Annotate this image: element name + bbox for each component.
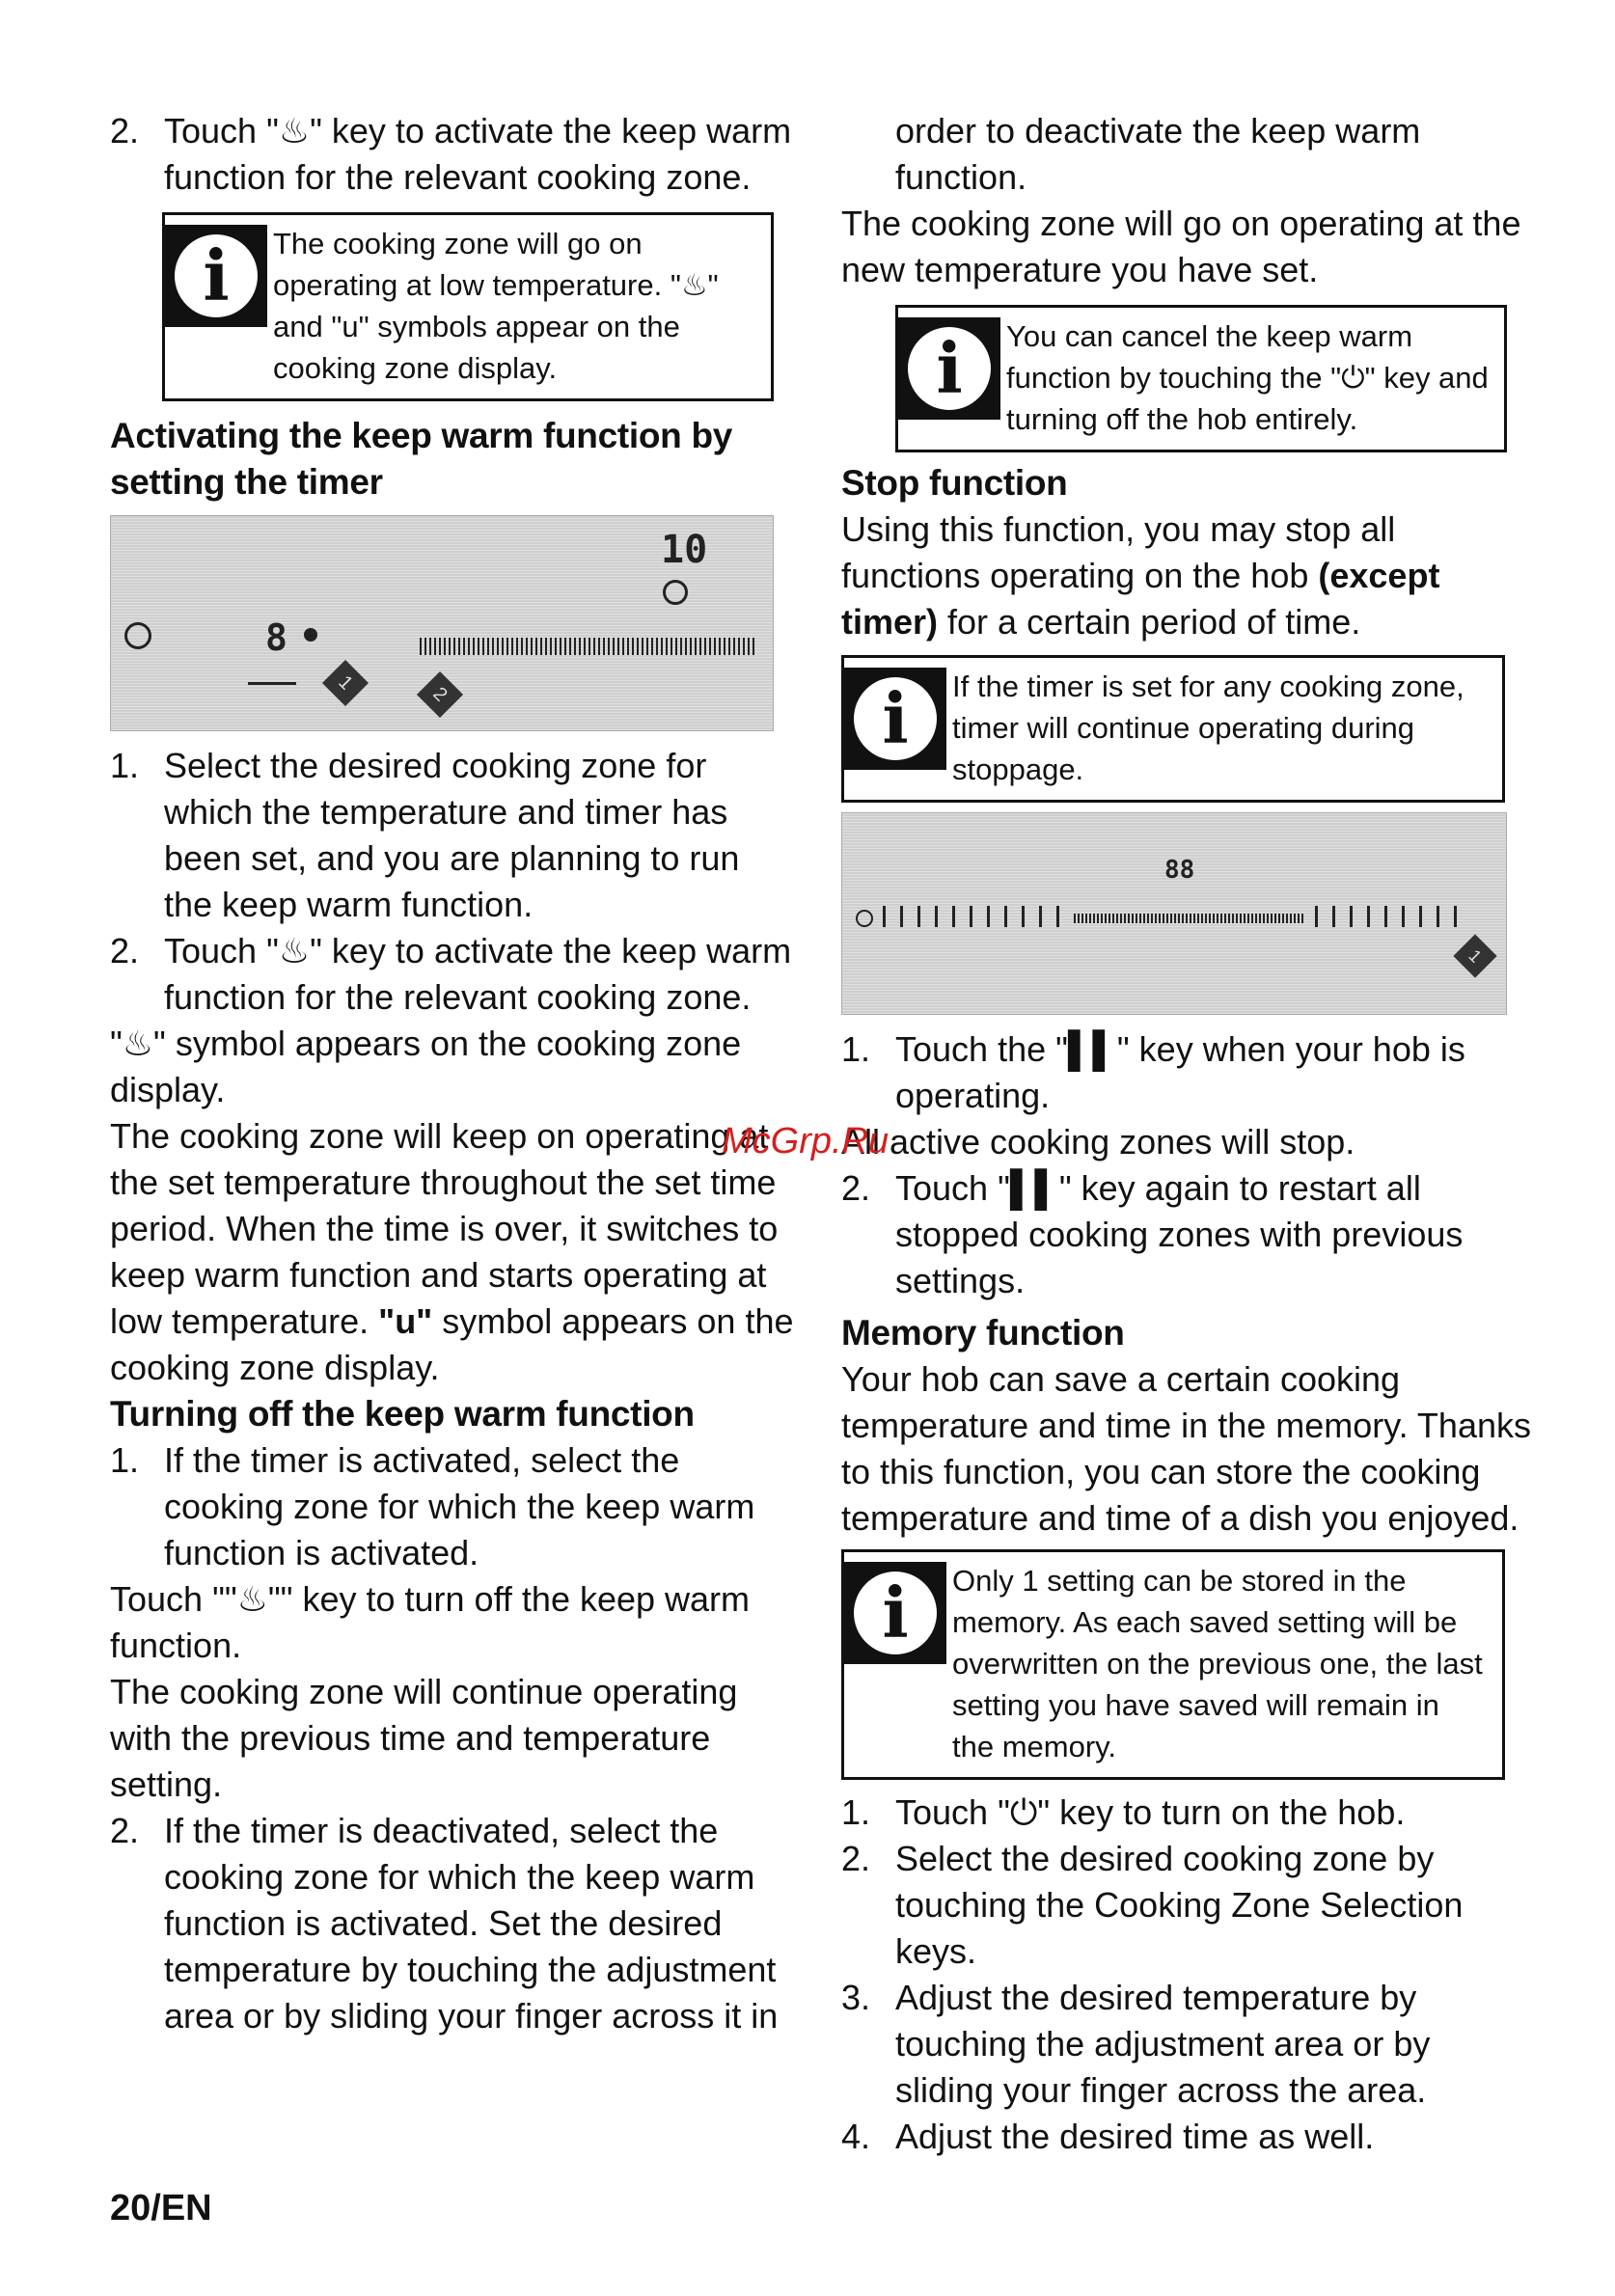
section-heading: Activating the keep warm function by setting the timer (110, 416, 733, 502)
list-item: 2. If the timer is deactivated, select the cooking zone for which the keep warm function is activated. Set the desired temperature by touching the adjustment area or by sliding your finger across it in (110, 1811, 779, 2036)
finger-pointer-icon: 2 (417, 671, 463, 718)
paragraph: All active cooking zones will stop. (841, 1122, 1355, 1162)
section-heading: Memory function (841, 1313, 1125, 1353)
zone-indicator-icon (304, 628, 317, 642)
paragraph: Touch ""♨"" key to turn off the keep warm function. (110, 1579, 751, 1665)
info-note (841, 1549, 1505, 1780)
list-item: 4. Adjust the desired time as well. (841, 2117, 1375, 2156)
left-column (110, 108, 795, 2039)
list-item: 2. Touch "♨" key to activate the keep warm function for the relevant cooking zone. (110, 931, 792, 1017)
section-heading: Turning off the keep warm function (110, 1394, 695, 1434)
list-item-text: Adjust the desired time as well. (895, 2117, 1375, 2156)
finger-pointer-icon: 1 (322, 660, 369, 706)
page-number: 20/EN (110, 2188, 212, 2228)
power-icon (124, 622, 151, 649)
note-text: The cooking zone will go on operating at low temperature. "♨" and "u" symbols appear on the cooking zone display. (273, 227, 719, 385)
list-item-text: If the timer is activated, select the cooking zone for which the keep warm function is activated. (164, 1440, 755, 1572)
power-icon (856, 910, 873, 927)
info-icon: i (844, 668, 946, 770)
list-item-text: Select the desired cooking zone for which the temperature and timer has been set, and you are planning to run the keep warm function. (164, 746, 740, 924)
section-heading: Stop function (841, 463, 1068, 503)
info-icon: i (165, 225, 267, 327)
list-item-text: Touch "♨" key to activate the keep warm function for the relevant cooking zone. (164, 931, 792, 1017)
list-item: 1. Touch the "▌▌" key when your hob is operating. (841, 1029, 1465, 1115)
finger-pointer-icon: 1 (1453, 934, 1496, 977)
zone-keys-icon (1315, 906, 1460, 927)
info-icon: i (844, 1562, 946, 1664)
stop-steps (841, 1026, 1531, 1119)
info-icon: i (898, 317, 1000, 420)
keep-warm-key-icon (248, 670, 296, 685)
note-text: If the timer is set for any cooking zone, timer will continue operating during stoppage. (952, 670, 1464, 786)
list-item-text: Touch "⏻" key to turn on the hob. (895, 1792, 1406, 1832)
list-item-text: Touch the "▌▌" key when your hob is operating. (895, 1029, 1465, 1115)
list-item-text: Select the desired cooking zone by touching the Cooking Zone Selection keys. (895, 1839, 1464, 1971)
paragraph: Your hob can save a certain cooking temperature and time in the memory. Thanks to this function, you can store the cooking temperature and time of a dish you enjoyed. (841, 1359, 1531, 1538)
zone-digit-icon: 8 (265, 616, 287, 659)
info-note (841, 655, 1505, 803)
info-note (162, 212, 774, 401)
control-panel-diagram (841, 812, 1507, 1015)
slider-icon (1074, 914, 1305, 923)
list-item: 3. Adjust the desired temperature by touching the adjustment area or by sliding your finger across the area. (841, 1978, 1431, 2110)
memory-steps (841, 1790, 1531, 2160)
timer-steps (110, 743, 795, 1021)
paragraph: Using this function, you may stop all functions operating on the hob (except timer) for a certain period of time. (841, 509, 1440, 642)
paragraph: The cooking zone will continue operating with the previous time and temperature setting. (110, 1672, 738, 1804)
info-note (895, 305, 1507, 452)
list-item: 1. If the timer is activated, select the cooking zone for which the keep warm function is activated. (110, 1440, 755, 1572)
watermark: McGrp.Ru (722, 1121, 890, 1162)
slider-icon (420, 638, 757, 655)
right-column (841, 108, 1531, 2160)
list-item-text: If the timer is deactivated, select the cooking zone for which the keep warm function is activated. Set the desired temperature by touching the adjustment area or by sliding your finger across it in (164, 1811, 779, 2036)
timer-display: 10 (661, 528, 708, 572)
paragraph: "♨" symbol appears on the cooking zone display. (110, 1024, 742, 1109)
note-text: You can cancel the keep warm function by touching the "⏻" key and turning off the hob entirely. (1006, 319, 1489, 436)
list-item-text: Touch "♨" key to activate the keep warm function for the relevant cooking zone. (164, 111, 792, 197)
control-panel-diagram (110, 515, 774, 731)
list-item: 2. Touch "♨" key to activate the keep warm function for the relevant cooking zone. (110, 111, 792, 197)
timer-display: 88 (1164, 856, 1195, 885)
continued-text: order to deactivate the keep warm function. (895, 111, 1421, 197)
list-item-text: Adjust the desired temperature by touching the adjustment area or by sliding your finger across the area. (895, 1978, 1431, 2110)
list-item: 2. Select the desired cooking zone by touching the Cooking Zone Selection keys. (841, 1839, 1464, 1971)
list-item-text: Touch "▌▌" key again to restart all stopped cooking zones with previous settings. (895, 1168, 1464, 1300)
note-text: Only 1 setting can be stored in the memory. As each saved setting will be overwritten on the previous one, the last setting you have saved will remain in the memory. (952, 1564, 1483, 1763)
paragraph: The cooking zone will keep on operating at the set temperature throughout the set time period. When the time is over, it switches to keep warm function and starts operating at low temperature. "u" symbol appears on the cooking zone display. (110, 1116, 794, 1387)
timer-icon (663, 580, 688, 605)
zone-keys-icon (883, 906, 1066, 927)
paragraph: The cooking zone will go on operating at the new temperature you have set. (841, 204, 1521, 289)
list-item: 2. Touch "▌▌" key again to restart all stopped cooking zones with previous settings. (841, 1168, 1464, 1300)
list-item: 1. Select the desired cooking zone for which the temperature and timer has been set, and you are planning to run the keep warm function. (110, 746, 740, 924)
list-item: 1. Touch "⏻" key to turn on the hob. (841, 1792, 1406, 1832)
